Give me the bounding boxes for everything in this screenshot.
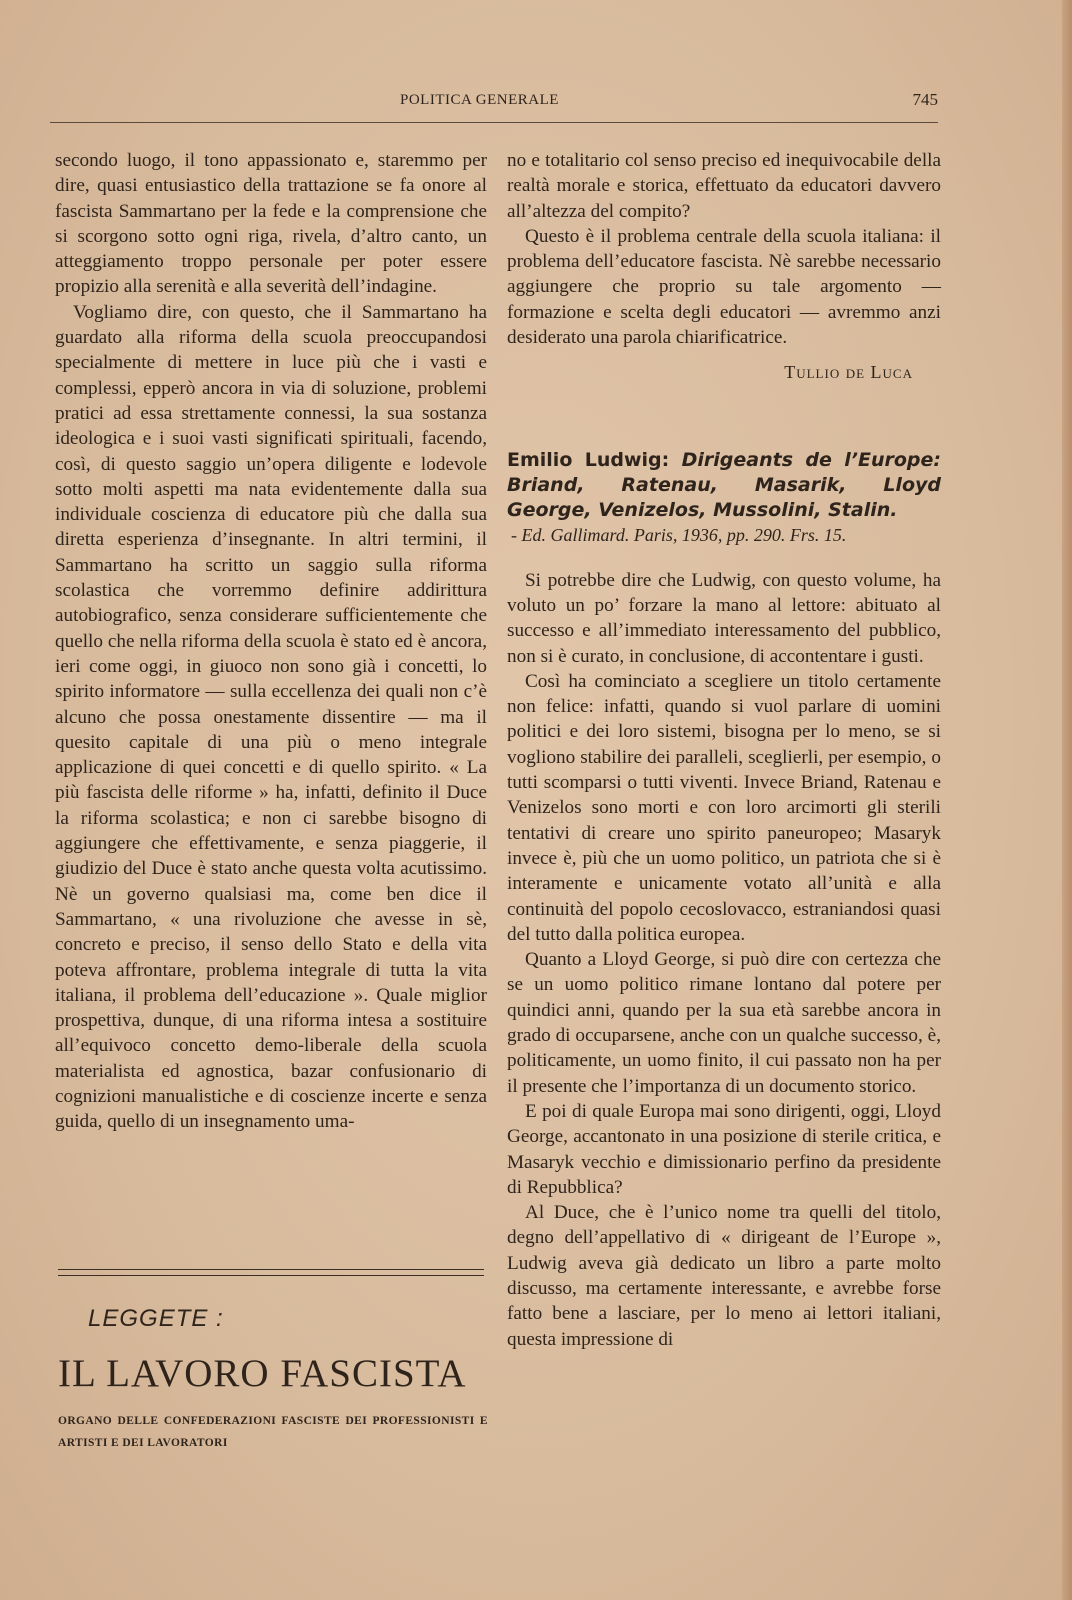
body-paragraph: E poi di quale Europa mai sono dirigenti, oggi, Lloyd George, accantonato in una posizione di sterile critica, e Masaryk vecchio e dimissionario perfino da presidente di Repubblica? [507,1100,941,1198]
body-paragraph: Si potrebbe dire che Ludwig, con questo volume, ha voluto un po’ forzare la mano al lettore: abituato al successo e all’immediato interessamento del pubblico, non si è curato, in conclusione, di accontentare i gusti. [507,569,941,667]
page-edge-shadow [1062,0,1072,1600]
body-paragraph: Vogliamo dire, con questo, che il Sammartano ha guardato alla riforma della scuola preoccupandosi specialmente di mettere in luce più che i vasti e complessi, epperò ancora in via di soluzione, problemi pratici ad essa strettamente connessi, la sua sostanza ideologica e i suoi vasti significati spirituali, facendo, così, di questo saggio un’opera diligente e lodevole sotto molti aspetti ma nata evidentemente dalla sua individuale coscienza di educatore più che dalla sua diretta esperienza d’insegnante. In altri termini, il Sammartano ha scritto un saggio sulla riforma scolastica che vorremmo definire addirittura autobiografico, senza considerare sufficientemente che quello che nella riforma della scuola è stato ed è ancora, ieri come oggi, in giuoco non sono già i concetti, lo spirito informatore — sulla eccellenza dei quali non c’è alcuno che possa onestamente dissentire — ma il quesito capitale di una più o meno integrale applicazione di quei concetti e di quello spirito. « La più fascista delle riforme » ha, infatti, definito il Duce la riforma scolastica; e non ci sarebbe bisogno di aggiungere che effettivamente, e senza piaggerie, il giudizio del Duce è stato anche questa volta acutissimo. Nè un governo qualsiasi ma, come ben dice il Sammartano, « una rivoluzione che avesse in sè, concreto e preciso, il senso dello Stato e della vita poteva affrontare, problema integrale di tutta la vita italiana, il problema dell’educazione ». Quale miglior prospettiva, dunque, di una riforma intesa a sostituire all’equivoco concetto demo-liberale della scuola materialista ed agnostica, bazar confusionario di cognizioni manualistiche e di coscienze incerte e senza guida, quello di un insegnamento uma- [55,301,487,1133]
author-signature: Tullio de Luca [784,362,913,383]
section-divider [58,1269,484,1276]
right-column [507,148,941,1352]
book-title: Dirigeants de l’Europe: Briand, Ratenau, Masarik, Lloyd George, Venizelos, Mussolini, Stalin. [507,448,941,521]
body-paragraph: no e totalitario col senso preciso ed inequivocabile della realtà morale e storica, effettuato da educatori davvero all’altezza del compito? [507,150,941,222]
header-rule [50,122,938,123]
ad-title: IL LAVORO FASCISTA [58,1352,467,1395]
book-author: Emilio Ludwig: [507,448,670,471]
body-paragraph: Quanto a Lloyd George, si può dire con certezza che se un uomo politico rimane lontano dal potere per quindici anni, quando per la sua età sarebbe ancora in grado di occuparsene, anche con un qualche successo, è, politicamente, un uomo finito, il cui passato non ha per il presente che l’importanza di un documento storico. [507,949,941,1097]
body-paragraph: Al Duce, che è l’unico nome tra quelli del titolo, degno dell’appellativo di « dirigeant de l’Europe », Ludwig aveva già dedicato un libro a parte molto discusso, ma certamente interessante, e avrebbe forse fatto bene a lasciare, per lo meno ai lettori italiani, questa impressione di [507,1202,941,1350]
page-header [58,90,938,120]
book-reference [507,448,941,548]
advertisement [58,1305,488,1454]
body-paragraph: secondo luogo, il tono appassionato e, staremmo per dire, quasi entusiastico della trattazione se fa onore al fascista Sammartano per la fede e la comprensione che si scorgono sotto ogni riga, rivela, d’altro canto, un atteggiamento troppo personale per poter essere propizio alla serenità e alla severità dell’indagine. [55,150,487,298]
page-number: 745 [912,90,938,109]
ad-leggete: LEGGETE : [88,1305,224,1332]
left-column [55,148,487,1135]
book-publication-info: - Ed. Gallimard. Paris, 1936, pp. 290. Frs. 15. [511,524,847,545]
body-paragraph: Così ha cominciato a scegliere un titolo certamente non felice: infatti, quando si vuol parlare di uomini politici e dei loro sistemi, bisogna per lo meno, se si vogliono stabilire dei paralleli, sceglierli, per esempio, o tutti scomparsi o tutti viventi. Invece Briand, Ratenau e Venizelos sono morti e con loro arcimorti gli sterili tentativi di creare uno spirito paneuropeo; Masaryk invece è, più che un uomo politico, un patriota che si è interamente e unicamente votato all’unità e alla continuità del popolo cecoslovacco, estraniandosi quasi del tutto dalla politica europea. [507,670,941,945]
ad-subtitle: ORGANO DELLE CONFEDERAZIONI FASCISTE DEI PROFESSIONISTI E ARTISTI E DEI LAVORATORI [58,1415,488,1449]
body-paragraph: Questo è il problema centrale della scuola italiana: il problema dell’educatore fascista. Nè sarebbe necessario aggiungere che proprio su tale argomento — formazione e scelta degli educatori — avremmo anzi desiderato una parola chiarificatrice. [507,225,941,349]
running-head: POLITICA GENERALE [400,92,559,108]
review-text [507,568,941,1352]
